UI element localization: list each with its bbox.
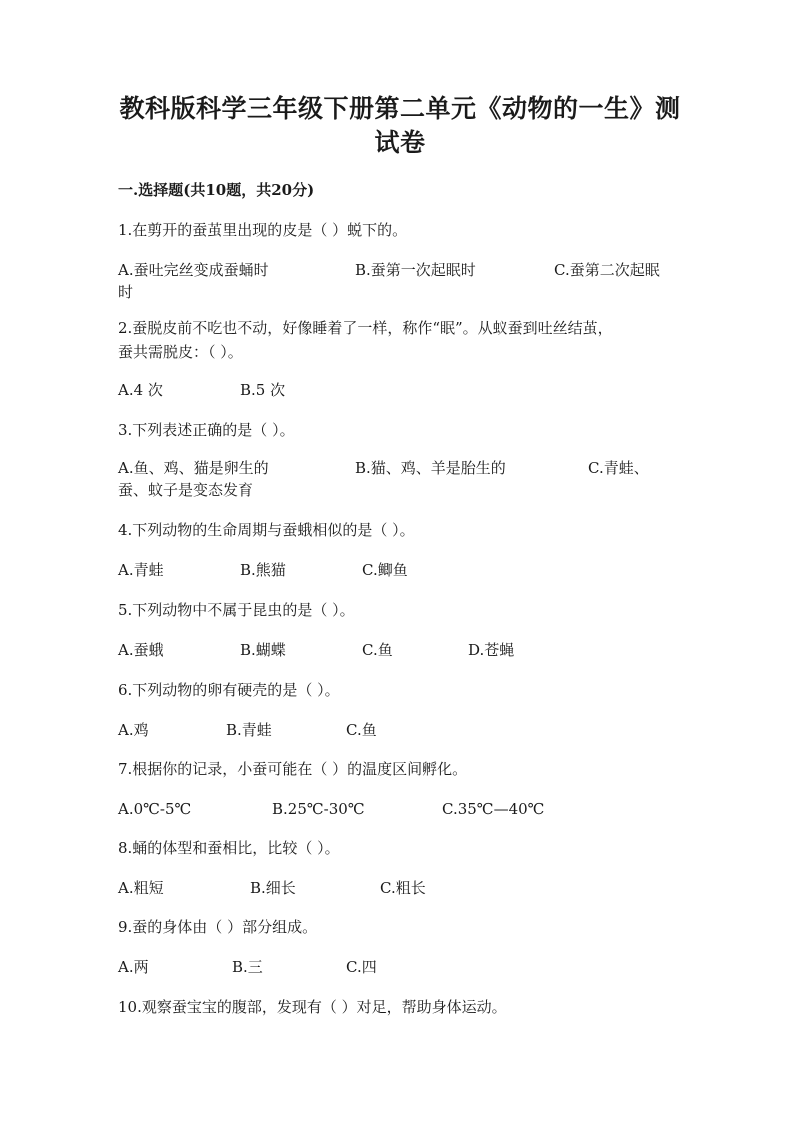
option-b: B.细长	[250, 879, 296, 897]
option-b: B.猫、鸡、羊是胎生的	[355, 459, 506, 477]
section-heading: 一.选择题(共10题，共20分)	[118, 181, 315, 199]
option-b: B.蝴蝶	[240, 641, 286, 659]
question-3-options	[118, 456, 678, 504]
option-a: A.蚕吐完丝变成蚕蛹时	[118, 261, 269, 279]
option-c: C.蚕第二次起眠	[554, 261, 660, 279]
option-b: B.青蛙	[226, 721, 272, 739]
option-a: A.两	[118, 958, 149, 976]
question-4: 4.下列动物的生命周期与蚕蛾相似的是（ ）。	[118, 521, 415, 539]
option-c: C.鱼	[362, 641, 393, 659]
question-3: 3.下列表述正确的是（ ）。	[118, 421, 295, 439]
option-b: B.熊猫	[240, 561, 286, 579]
title-line-1: 教科版科学三年级下册第二单元《动物的一生》测	[119, 94, 681, 123]
option-c: C.粗长	[380, 879, 426, 897]
option-c: C.鲫鱼	[362, 561, 408, 579]
option-a: A.鸡	[118, 721, 149, 739]
option-b: B.蚕第一次起眠时	[355, 261, 476, 279]
option-a: A.粗短	[118, 879, 164, 897]
question-9: 9.蚕的身体由（ ）部分组成。	[118, 918, 318, 936]
question-1: 1.在剪开的蚕茧里出现的皮是（ ）蜕下的。	[118, 221, 408, 239]
question-2	[118, 316, 678, 364]
option-c: C.四	[346, 958, 377, 976]
question-2-line-1: 2.蚕脱皮前不吃也不动，好像睡着了一样，称作“眠”。从蚁蚕到吐丝结茧，	[118, 319, 613, 337]
question-6: 6.下列动物的卵有硬壳的是（ ）。	[118, 681, 340, 699]
option-c-continuation: 蚕、蚊子是变态发育	[118, 481, 254, 499]
title-line-2: 试卷	[374, 128, 426, 157]
option-a: A.0℃-5℃	[118, 800, 192, 818]
option-a: A.青蛙	[118, 561, 164, 579]
option-a: A.4 次	[118, 381, 163, 399]
option-d: D.苍蝇	[468, 641, 515, 659]
option-b: B.25℃-30℃	[272, 800, 365, 818]
option-a: A.鱼、鸡、猫是卵生的	[118, 459, 269, 477]
question-5: 5.下列动物中不属于昆虫的是（ ）。	[118, 601, 355, 619]
document-title	[110, 92, 690, 160]
question-1-options	[118, 258, 678, 306]
option-a: A.蚕蛾	[118, 641, 164, 659]
question-8: 8.蛹的体型和蚕相比，比较（ ）。	[118, 839, 340, 857]
question-7: 7.根据你的记录，小蚕可能在（ ）的温度区间孵化。	[118, 760, 468, 778]
option-c: C.35℃—40℃	[442, 800, 545, 818]
option-c: C.青蛙、	[588, 459, 649, 477]
option-b: B.三	[232, 958, 263, 976]
option-c-continuation: 时	[118, 283, 134, 301]
option-b: B.5 次	[240, 381, 286, 399]
question-2-line-2: 蚕共需脱皮：（ ）。	[118, 343, 243, 361]
option-c: C.鱼	[346, 721, 377, 739]
question-10: 10.观察蚕宝宝的腹部，发现有（ ）对足，帮助身体运动。	[118, 998, 507, 1016]
